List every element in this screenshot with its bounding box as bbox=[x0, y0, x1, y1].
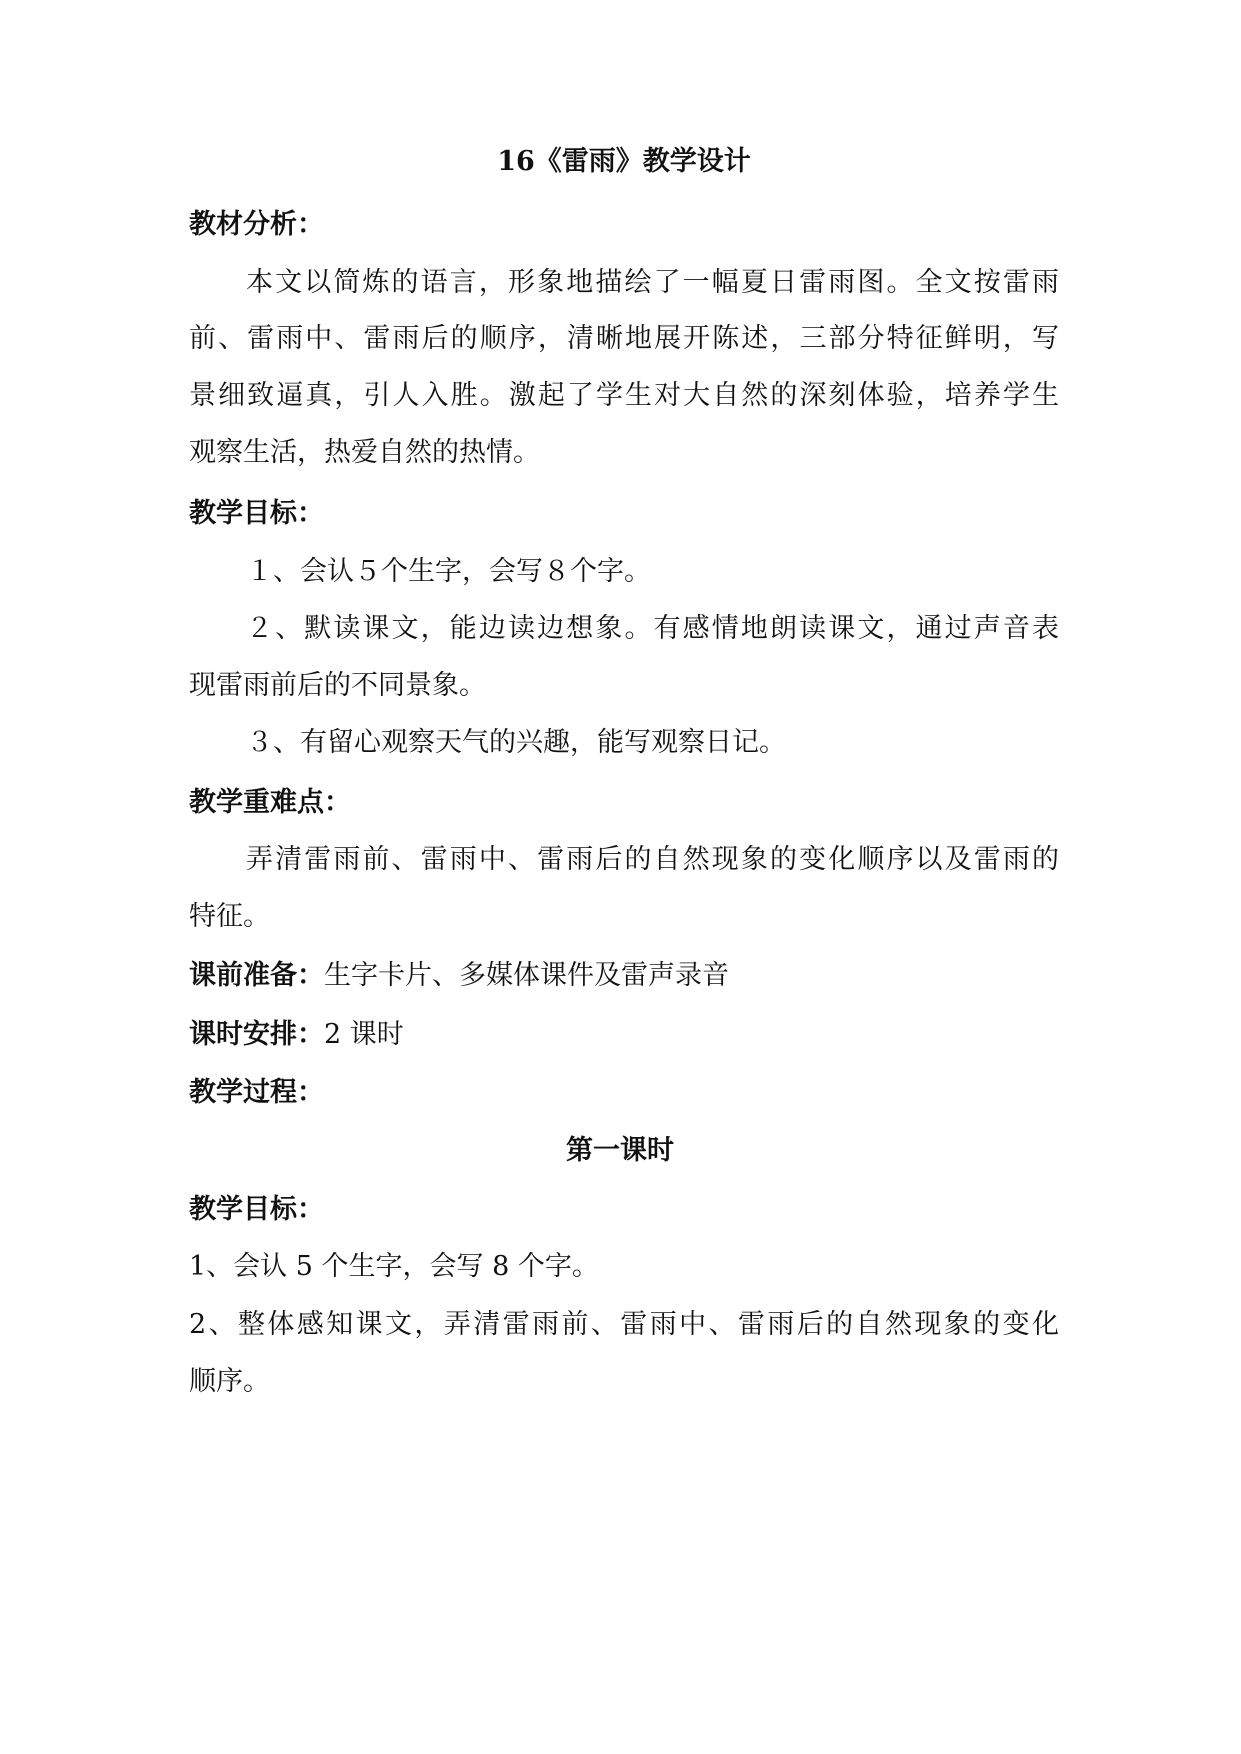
schedule-row bbox=[189, 1018, 1059, 1052]
heading-teaching-process: 教学过程： bbox=[189, 1077, 324, 1108]
schedule-value: 2 课时 bbox=[324, 1019, 404, 1050]
lesson-1-goal-2-line-2: 顺序。 bbox=[189, 1366, 270, 1397]
lesson-1-goal-1: 1、会认 5 个生字，会写 8 个字。 bbox=[189, 1251, 599, 1282]
lesson-1-goal-2-line-1: 2、整体感知课文，弄清雷雨前、雷雨中、雷雨后的自然现象的变化 bbox=[189, 1309, 1059, 1340]
lesson-1-goals-heading: 教学目标： bbox=[189, 1194, 324, 1225]
schedule-label: 课时安排： bbox=[189, 1019, 324, 1050]
heading-material-analysis: 教材分析： bbox=[189, 209, 324, 240]
preparation-label: 课前准备： bbox=[189, 960, 324, 991]
preparation-row bbox=[189, 959, 1059, 993]
document-title: 16《雷雨》教学设计 bbox=[497, 146, 751, 177]
goal-item-3: ３、有留心观察天气的兴趣，能写观察日记。 bbox=[246, 727, 786, 758]
material-paragraph-line-3: 景细致逼真，引人入胜。激起了学生对大自然的深刻体验，培养学生 bbox=[189, 380, 1059, 411]
material-paragraph-line-2: 前、雷雨中、雷雨后的顺序，清晰地展开陈述，三部分特征鲜明，写 bbox=[189, 323, 1059, 354]
goal-item-1: １、会认５个生字，会写８个字。 bbox=[246, 556, 651, 587]
heading-teaching-goals: 教学目标： bbox=[189, 498, 324, 529]
goal-item-2-line-2: 现雷雨前后的不同景象。 bbox=[189, 670, 486, 701]
heading-key-points: 教学重难点： bbox=[189, 787, 351, 818]
material-paragraph-line-4: 观察生活，热爱自然的热情。 bbox=[189, 437, 540, 468]
lesson-1-title: 第一课时 bbox=[566, 1135, 674, 1166]
key-points-line-1: 弄清雷雨前、雷雨中、雷雨后的自然现象的变化顺序以及雷雨的 bbox=[246, 844, 1059, 875]
material-paragraph-line-1: 本文以简炼的语言，形象地描绘了一幅夏日雷雨图。全文按雷雨 bbox=[246, 267, 1059, 298]
goal-item-2-line-1: ２、默读课文，能边读边想象。有感情地朗读课文，通过声音表 bbox=[246, 613, 1059, 644]
preparation-value: 生字卡片、多媒体课件及雷声录音 bbox=[324, 960, 729, 991]
key-points-line-2: 特征。 bbox=[189, 901, 270, 932]
